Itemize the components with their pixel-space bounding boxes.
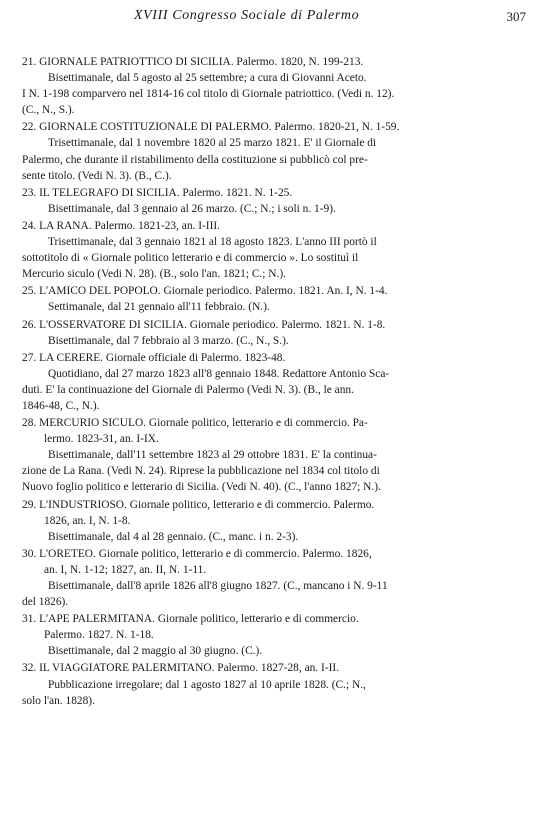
entry-text-line: Mercurio siculo (Vedi N. 28). (B., solo l'an. 1821; C.; N.). <box>22 268 287 281</box>
entry-text-line: duti. E' la continuazione del Giornale di Palermo (Vedi N. 3). (B., le ann. <box>22 383 354 396</box>
entry-description-line: Trisettimanale, dal 3 gennaio 1821 al 18 agosto 1823. L'anno III portò il <box>48 236 377 249</box>
bibliography-entry <box>22 283 530 315</box>
entry-heading-line: 26. L'OSSERVATORE DI SICILIA. Giornale periodico. Palermo. 1821. N. 1-8. <box>22 318 386 331</box>
bibliography-entry <box>22 119 530 183</box>
entry-heading-line: 23. IL TELEGRAFO DI SICILIA. Palermo. 1821. N. 1-25. <box>22 186 293 199</box>
entry-description-line: Bisettimanale, dall'8 aprile 1826 all'8 giugno 1827. (C., mancano i N. 9-11 <box>48 580 388 592</box>
entry-text-line: zione de La Rana. (Vedi N. 24). Riprese la pubblicazione nel 1834 col titolo di <box>22 465 380 478</box>
bibliography-entry <box>22 660 530 708</box>
entry-heading-line: 25. L'AMICO DEL POPOLO. Giornale periodico. Palermo. 1821. An. I, N. 1-4. <box>22 285 388 298</box>
entry-heading-line: 24. LA RANA. Palermo. 1821-23, an. I-III. <box>22 219 221 232</box>
entry-heading-continuation: an. I, N. 1-12; 1827, an. II, N. 1-11. <box>44 563 207 576</box>
bibliography-entry <box>22 497 530 545</box>
bibliography-entry <box>22 54 530 118</box>
entry-heading-continuation: Palermo. 1827. N. 1-18. <box>44 629 154 642</box>
entry-heading-line: 27. LA CERERE. Giornale officiale di Palermo. 1823-48. <box>22 351 286 364</box>
entry-heading-line: 22. GIORNALE COSTITUZIONALE DI PALERMO. Palermo. 1820-21, N. 1-59. <box>22 121 400 134</box>
entry-heading-line: 29. L'INDUSTRIOSO. Giornale politico, letterario e di commercio. Palermo. <box>22 498 375 511</box>
running-title: XVIII Congresso Sociale di Palermo <box>134 8 360 23</box>
bibliography-entry <box>22 611 530 659</box>
entry-heading-continuation: 1826, an. I, N. 1-8. <box>44 514 131 527</box>
running-header <box>0 8 550 28</box>
entry-description-line: Pubblicazione irregolare; dal 1 agosto 1827 al 10 aprile 1828. (C.; N., <box>48 678 366 691</box>
entry-description-line: Settimanale, dal 21 gennaio all'11 febbraio. (N.). <box>48 301 270 314</box>
bibliography-entry <box>22 350 530 414</box>
entry-heading-line: 32. IL VIAGGIATORE PALERMITANO. Palermo. 1827-28, an. I-II. <box>22 662 340 675</box>
bibliography-entry <box>22 546 530 610</box>
entry-description-line: Bisettimanale, dal 7 febbraio al 3 marzo. (C., N., S.). <box>48 334 289 347</box>
entry-text-line: I N. 1-198 comparvero nel 1814-16 col titolo di Giornale patriottico. (Vedi n. 12). <box>22 88 395 101</box>
entry-heading-line: 31. L'APE PALERMITANA. Giornale politico, letterario e di commercio. <box>22 613 359 626</box>
entry-description-line: Bisettimanale, dal 5 agosto al 25 settembre; a cura di Giovanni Aceto. <box>48 72 367 85</box>
entry-text-line: sente titolo. (Vedi N. 3). (B., C.). <box>22 169 172 182</box>
entry-text-line: Nuovo foglio politico e letterario di Sicilia. (Vedi N. 40). (C., l'anno 1827; N.). <box>22 481 381 494</box>
entry-heading-line: 21. GIORNALE PATRIOTTICO DI SICILIA. Palermo. 1820, N. 199-213. <box>22 56 364 68</box>
entry-description-line: Bisettimanale, dall'11 settembre 1823 al 29 ottobre 1831. E' la continua- <box>48 449 377 462</box>
entry-description-line: Bisettimanale, dal 3 gennaio al 26 marzo. (C.; N.; i soli n. 1-9). <box>48 202 336 215</box>
entry-text-line: (C., N., S.). <box>22 104 75 117</box>
entry-heading-line: 28. MERCURIO SICULO. Giornale politico, letterario e di commercio. Pa- <box>22 417 368 430</box>
bibliography-entry <box>22 415 530 495</box>
bibliography-entry <box>22 218 530 282</box>
bibliography-list <box>22 54 530 710</box>
entry-text-line: sottotitolo di « Giornale politico letterario e di commercio ». Lo sostituì il <box>22 252 359 265</box>
bibliography-entry <box>22 185 530 217</box>
entry-description-line: Bisettimanale, dal 4 al 28 gennaio. (C., manc. i n. 2-3). <box>48 530 299 543</box>
bibliography-entry <box>22 317 530 349</box>
entry-description-line: Quotidiano, dal 27 marzo 1823 all'8 gennaio 1848. Redattore Antonio Sca- <box>48 367 390 380</box>
entry-description-line: Trisettimanale, dal 1 novembre 1820 al 25 marzo 1821. E' il Giornale di <box>48 137 377 150</box>
entry-description-line: Bisettimanale, dal 2 maggio al 30 giugno. (C.). <box>48 645 263 658</box>
page-number: 307 <box>506 9 526 24</box>
entry-heading-line: 30. L'ORETEO. Giornale politico, letterario e di commercio. Palermo. 1826, <box>22 547 372 560</box>
entry-text-line: 1846-48, C., N.). <box>22 399 100 412</box>
entry-text-line: Palermo, che durante il ristabilimento della costituzione si pubblicò col pre- <box>22 153 368 166</box>
entry-text-line: solo l'an. 1828). <box>22 694 95 707</box>
entry-heading-continuation: lermo. 1823-31, an. I-IX. <box>44 433 159 446</box>
entry-text-line: del 1826). <box>22 596 69 609</box>
